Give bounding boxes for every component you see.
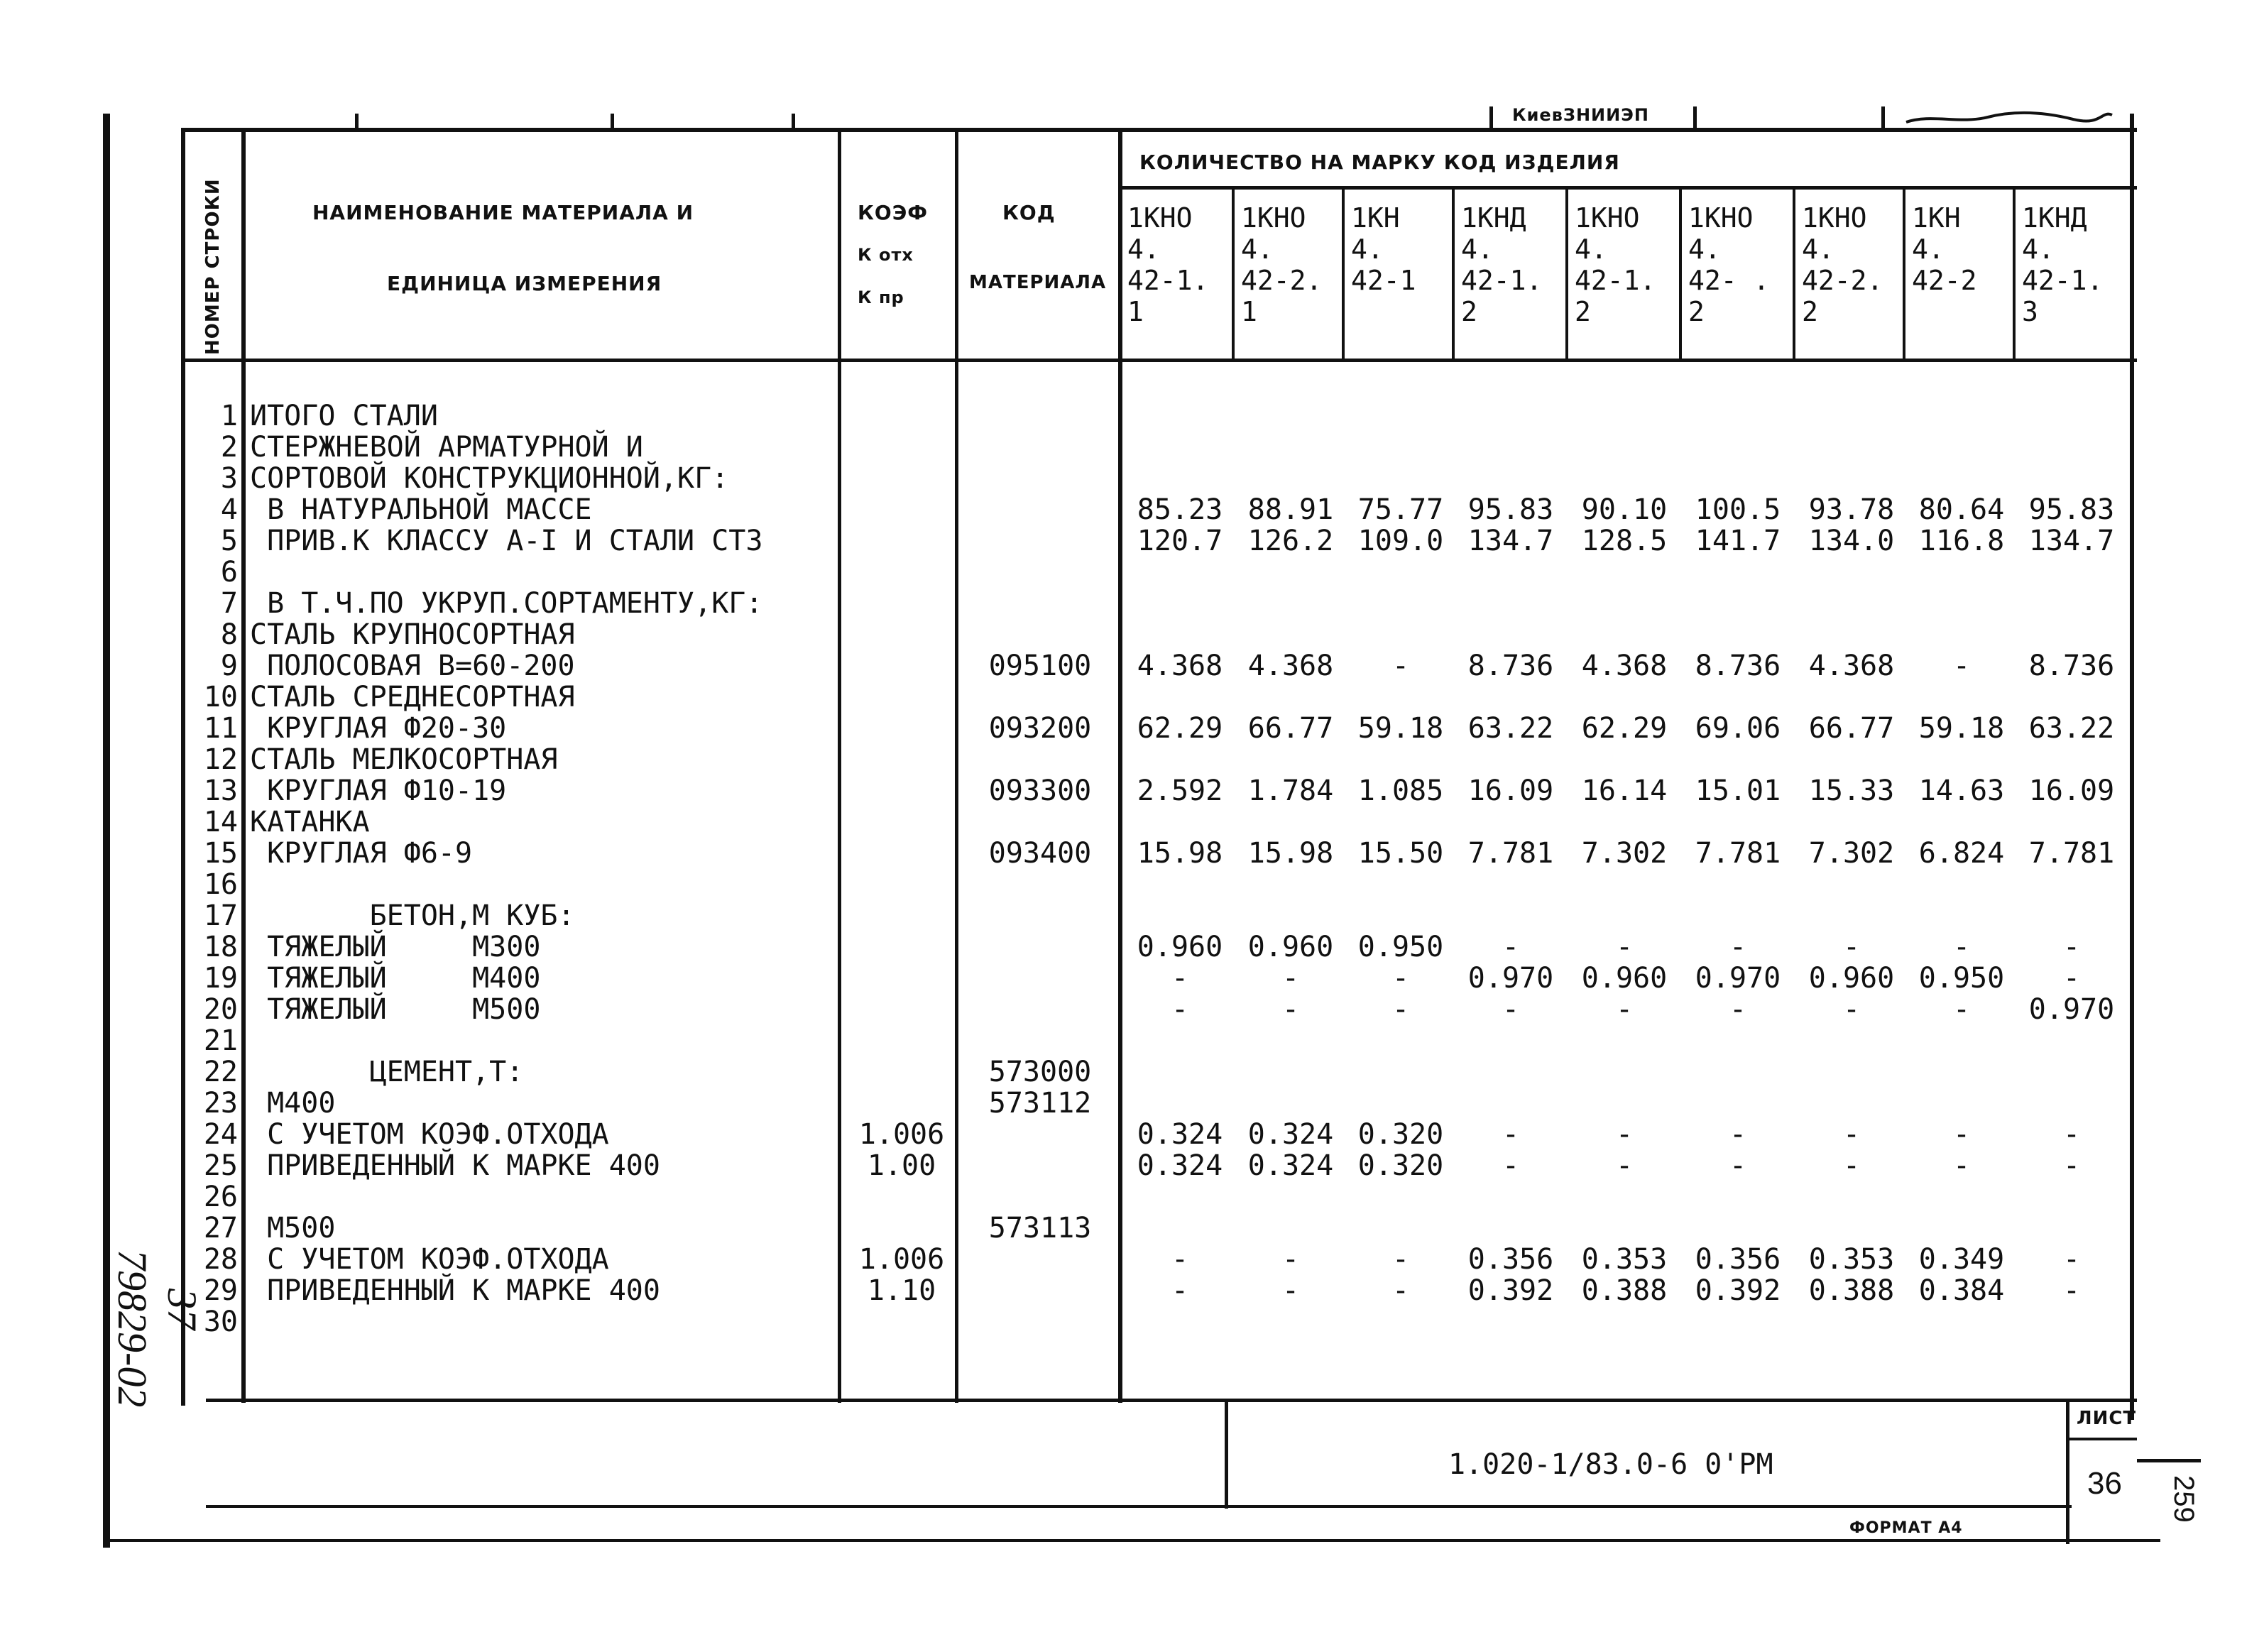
row-number: 13 [203, 775, 238, 807]
row-material-code: 095100 [988, 650, 1092, 682]
row-value-col2: 1.784 [1247, 775, 1334, 807]
product-header-6-line4: 2 [1688, 296, 1705, 327]
sheet-label: ЛИСТ [2077, 1408, 2137, 1429]
product-header-5-line1: 1КНО [1575, 202, 1640, 234]
row-value-col8: - [1952, 1118, 1971, 1151]
row-number: 20 [203, 993, 238, 1026]
row-material-code: 573000 [988, 1056, 1092, 1088]
row-number: 26 [203, 1181, 238, 1213]
row-value-col8: - [1952, 1149, 1971, 1182]
row-value-col3: 75.77 [1357, 493, 1444, 526]
row-material-code: 093200 [988, 712, 1092, 745]
row-description: ТЯЖЕЛЫЙ М300 [250, 931, 541, 963]
row-value-col8: 0.384 [1918, 1274, 2005, 1307]
row-value-col9: - [2062, 1149, 2081, 1182]
row-value-col2: - [1281, 962, 1300, 995]
row-value-col2: 0.960 [1247, 931, 1334, 963]
row-value-col9: 8.736 [2028, 650, 2115, 682]
code-header-line2: МАТЕРИАЛА [969, 272, 1107, 293]
row-value-col1: 0.324 [1137, 1118, 1223, 1151]
row-value-col5: 128.5 [1581, 525, 1668, 557]
row-value-col5: 0.353 [1581, 1243, 1668, 1276]
stamp-text: КиевЗНИИЭП [1512, 105, 1649, 125]
row-number: 23 [203, 1087, 238, 1120]
row-value-col6: 0.392 [1695, 1274, 1781, 1307]
row-number: 30 [203, 1306, 238, 1338]
product-header-4-line1: 1КНД [1461, 202, 1526, 234]
row-material-code: 093400 [988, 837, 1092, 870]
row-value-col7: - [1842, 931, 1861, 963]
row-description: КАТАНКА [250, 806, 370, 838]
product-header-8-line1: 1КН [1912, 202, 1961, 234]
row-value-col8: - [1952, 650, 1971, 682]
row-description: СТЕРЖНЕВОЙ АРМАТУРНОЙ И [250, 431, 643, 464]
row-value-col7: 7.302 [1808, 837, 1895, 870]
row-value-col1: 15.98 [1137, 837, 1223, 870]
row-number: 7 [220, 587, 238, 620]
product-header-7-line3: 42-2. [1802, 265, 1883, 296]
row-number: 15 [203, 837, 238, 870]
signature-scribble [1903, 106, 2116, 128]
row-value-col8: 80.64 [1918, 493, 2005, 526]
row-value-col1: 2.592 [1137, 775, 1223, 807]
row-number: 22 [203, 1056, 238, 1088]
row-value-col8: 116.8 [1918, 525, 2005, 557]
row-value-col6: 15.01 [1695, 775, 1781, 807]
handwritten-number: 37 [159, 1289, 205, 1330]
row-value-col3: 109.0 [1357, 525, 1444, 557]
row-description: БЕТОН,М КУБ: [250, 899, 575, 932]
row-value-col1: 0.960 [1137, 931, 1223, 963]
row-value-col1: 85.23 [1137, 493, 1223, 526]
row-value-col8: 0.349 [1918, 1243, 2005, 1276]
row-number: 11 [203, 712, 238, 745]
row-value-col5: - [1615, 931, 1634, 963]
row-value-col9: 0.970 [2028, 993, 2115, 1026]
product-header-6-line1: 1КНО [1688, 202, 1754, 234]
product-header-6-line3: 42- . [1688, 265, 1770, 296]
row-number: 19 [203, 962, 238, 995]
product-header-5-line3: 42-1. [1575, 265, 1656, 296]
koef-header-line3: К пр [858, 288, 904, 307]
material-header-line2: ЕДИНИЦА ИЗМЕРЕНИЯ [387, 272, 662, 295]
product-header-5-line2: 4. [1575, 234, 1607, 265]
row-value-col1: - [1171, 993, 1189, 1026]
row-value-col8: 14.63 [1918, 775, 2005, 807]
row-value-col6: 8.736 [1695, 650, 1781, 682]
row-value-col7: 0.388 [1808, 1274, 1895, 1307]
product-header-8-line2: 4. [1912, 234, 1945, 265]
row-value-col6: 0.356 [1695, 1243, 1781, 1276]
material-header-line1: НАИМЕНОВАНИЕ МАТЕРИАЛА И [312, 201, 694, 224]
row-value-col2: 88.91 [1247, 493, 1334, 526]
row-description: М400 [250, 1087, 336, 1120]
row-description: М500 [250, 1212, 336, 1245]
product-header-3-line3: 42-1 [1351, 265, 1416, 296]
row-value-col3: - [1391, 993, 1410, 1026]
top-stamp [1484, 106, 2123, 128]
row-number: 8 [220, 618, 238, 651]
row-value-col4: 0.356 [1467, 1243, 1554, 1276]
row-value-col4: - [1502, 931, 1520, 963]
product-header-2-line3: 42-2. [1241, 265, 1323, 296]
row-number: 28 [203, 1243, 238, 1276]
row-value-col7: 134.0 [1808, 525, 1895, 557]
row-value-col7: - [1842, 1149, 1861, 1182]
row-koef: 1.00 [867, 1149, 936, 1182]
product-header-8-line3: 42-2 [1912, 265, 1977, 296]
row-material-code: 573113 [988, 1212, 1092, 1245]
row-value-col5: - [1615, 993, 1634, 1026]
row-value-col7: - [1842, 993, 1861, 1026]
row-value-col5: 16.14 [1581, 775, 1668, 807]
row-koef: 1.10 [867, 1274, 936, 1307]
row-value-col6: 69.06 [1695, 712, 1781, 745]
row-value-col2: - [1281, 1243, 1300, 1276]
row-description: В НАТУРАЛЬНОЙ МАССЕ [250, 493, 592, 526]
product-header-9-line3: 42-1. [2022, 265, 2104, 296]
row-value-col4: 16.09 [1467, 775, 1554, 807]
row-value-col8: - [1952, 993, 1971, 1026]
row-value-col7: - [1842, 1118, 1861, 1151]
row-description: СТАЛЬ КРУПНОСОРТНАЯ [250, 618, 575, 651]
row-value-col1: 4.368 [1137, 650, 1223, 682]
product-header-1-line1: 1КНО [1127, 202, 1193, 234]
product-header-7-line2: 4. [1802, 234, 1834, 265]
row-description: ПРИВ.К КЛАССУ А-I И СТАЛИ СТ3 [250, 525, 763, 557]
row-number: 14 [203, 806, 238, 838]
row-number: 12 [203, 743, 238, 776]
row-value-col6: 141.7 [1695, 525, 1781, 557]
row-value-col3: 59.18 [1357, 712, 1444, 745]
product-header-6-line2: 4. [1688, 234, 1721, 265]
row-value-col5: 4.368 [1581, 650, 1668, 682]
row-value-col4: 63.22 [1467, 712, 1554, 745]
row-description: СТАЛЬ МЕЛКОСОРТНАЯ [250, 743, 558, 776]
row-koef: 1.006 [858, 1118, 945, 1151]
row-value-col3: 15.50 [1357, 837, 1444, 870]
row-number: 2 [220, 431, 238, 464]
row-value-col2: 0.324 [1247, 1149, 1334, 1182]
product-header-4-line3: 42-1. [1461, 265, 1543, 296]
row-value-col2: 126.2 [1247, 525, 1334, 557]
row-value-col6: 0.970 [1695, 962, 1781, 995]
row-value-col2: - [1281, 993, 1300, 1026]
document-code: 1.020-1/83.0-6 0'РМ [1448, 1448, 1773, 1481]
product-header-2-line1: 1КНО [1241, 202, 1306, 234]
row-value-col1: - [1171, 1243, 1189, 1276]
product-header-1-line4: 1 [1127, 296, 1144, 327]
row-description: ПРИВЕДЕННЫЙ К МАРКЕ 400 [250, 1274, 660, 1307]
row-value-col6: 100.5 [1695, 493, 1781, 526]
row-number: 16 [203, 868, 238, 901]
row-description: СОРТОВОЙ КОНСТРУКЦИОННОЙ,КГ: [250, 462, 729, 495]
row-value-col1: 120.7 [1137, 525, 1223, 557]
row-value-col6: 7.781 [1695, 837, 1781, 870]
row-number: 1 [220, 400, 238, 432]
row-value-col4: 0.392 [1467, 1274, 1554, 1307]
product-header-7-line4: 2 [1802, 296, 1818, 327]
page-number: 259 [2168, 1475, 2199, 1523]
row-value-col5: - [1615, 1149, 1634, 1182]
row-value-col1: 62.29 [1137, 712, 1223, 745]
row-value-col4: 0.970 [1467, 962, 1554, 995]
row-description: ПОЛОСОВАЯ В=60-200 [250, 650, 575, 682]
product-header-9-line2: 4. [2022, 234, 2055, 265]
row-value-col3: - [1391, 1243, 1410, 1276]
product-header-4-line2: 4. [1461, 234, 1494, 265]
row-description: В Т.Ч.ПО УКРУП.СОРТАМЕНТУ,КГ: [250, 587, 763, 620]
row-value-col6: - [1729, 1118, 1747, 1151]
row-material-code: 093300 [988, 775, 1092, 807]
sheet-number: 36 [2087, 1466, 2122, 1501]
row-value-col1: 0.324 [1137, 1149, 1223, 1182]
row-number: 18 [203, 931, 238, 963]
row-value-col3: 0.320 [1357, 1118, 1444, 1151]
row-description: ТЯЖЕЛЫЙ М400 [250, 962, 541, 995]
row-number: 4 [220, 493, 238, 526]
row-value-col8: 6.824 [1918, 837, 2005, 870]
row-number: 25 [203, 1149, 238, 1182]
row-description: КРУГЛАЯ Ф10-19 [250, 775, 507, 807]
row-value-col1: - [1171, 962, 1189, 995]
row-number: 24 [203, 1118, 238, 1151]
row-value-col7: 15.33 [1808, 775, 1895, 807]
row-value-col7: 4.368 [1808, 650, 1895, 682]
row-value-col2: - [1281, 1274, 1300, 1307]
product-header-7-line1: 1КНО [1802, 202, 1867, 234]
row-value-col3: 1.085 [1357, 775, 1444, 807]
row-description: ПРИВЕДЕННЫЙ К МАРКЕ 400 [250, 1149, 660, 1182]
row-value-col8: - [1952, 931, 1971, 963]
row-value-col7: 93.78 [1808, 493, 1895, 526]
row-value-col3: - [1391, 650, 1410, 682]
row-value-col8: 59.18 [1918, 712, 2005, 745]
inventory-number: 79829-02 [109, 1249, 155, 1408]
product-header-2-line4: 1 [1241, 296, 1257, 327]
row-koef: 1.006 [858, 1243, 945, 1276]
row-value-col3: 0.950 [1357, 931, 1444, 963]
row-value-col9: 7.781 [2028, 837, 2115, 870]
row-description: КРУГЛАЯ Ф20-30 [250, 712, 507, 745]
row-value-col9: - [2062, 1243, 2081, 1276]
row-number-header: НОМЕР СТРОКИ [202, 178, 224, 355]
row-value-col5: 7.302 [1581, 837, 1668, 870]
row-value-col2: 4.368 [1247, 650, 1334, 682]
product-header-9-line1: 1КНД [2022, 202, 2087, 234]
row-value-col9: - [2062, 962, 2081, 995]
row-value-col9: 134.7 [2028, 525, 2115, 557]
row-number: 27 [203, 1212, 238, 1245]
row-value-col4: 7.781 [1467, 837, 1554, 870]
row-value-col5: 0.388 [1581, 1274, 1668, 1307]
row-value-col6: - [1729, 993, 1747, 1026]
row-value-col9: - [2062, 1118, 2081, 1151]
row-value-col8: 0.950 [1918, 962, 2005, 995]
row-value-col5: 62.29 [1581, 712, 1668, 745]
row-value-col3: 0.320 [1357, 1149, 1444, 1182]
row-description: ИТОГО СТАЛИ [250, 400, 438, 432]
row-value-col7: 0.353 [1808, 1243, 1895, 1276]
row-number: 3 [220, 462, 238, 495]
row-value-col6: - [1729, 1149, 1747, 1182]
product-header-3-line1: 1КН [1351, 202, 1400, 234]
row-value-col5: 0.960 [1581, 962, 1668, 995]
row-value-col5: 90.10 [1581, 493, 1668, 526]
row-value-col4: 8.736 [1467, 650, 1554, 682]
row-value-col7: 0.960 [1808, 962, 1895, 995]
row-value-col9: 63.22 [2028, 712, 2115, 745]
row-description: С УЧЕТОМ КОЭФ.ОТХОДА [250, 1118, 609, 1151]
row-number: 17 [203, 899, 238, 932]
koef-header-line1: КОЭФ [858, 201, 929, 224]
product-header-2-line2: 4. [1241, 234, 1274, 265]
row-value-col2: 15.98 [1247, 837, 1334, 870]
row-description: ТЯЖЕЛЫЙ М500 [250, 993, 541, 1026]
product-header-3-line2: 4. [1351, 234, 1384, 265]
row-value-col2: 66.77 [1247, 712, 1334, 745]
row-description: С УЧЕТОМ КОЭФ.ОТХОДА [250, 1243, 609, 1276]
row-value-col4: - [1502, 1118, 1520, 1151]
row-value-col1: - [1171, 1274, 1189, 1307]
row-description: ЦЕМЕНТ,Т: [250, 1056, 524, 1088]
code-header-line1: КОД [1002, 201, 1056, 224]
row-value-col6: - [1729, 931, 1747, 963]
row-description: СТАЛЬ СРЕДНЕСОРТНАЯ [250, 681, 575, 713]
row-value-col7: 66.77 [1808, 712, 1895, 745]
row-value-col4: - [1502, 993, 1520, 1026]
row-value-col9: 95.83 [2028, 493, 2115, 526]
row-value-col4: 134.7 [1467, 525, 1554, 557]
format-label: ФОРМАТ А4 [1849, 1519, 1963, 1537]
row-description: КРУГЛАЯ Ф6-9 [250, 837, 473, 870]
row-number: 5 [220, 525, 238, 557]
row-value-col3: - [1391, 1274, 1410, 1307]
product-header-1-line3: 42-1. [1127, 265, 1209, 296]
row-value-col9: 16.09 [2028, 775, 2115, 807]
row-material-code: 573112 [988, 1087, 1092, 1120]
row-number: 6 [220, 556, 238, 589]
product-header-4-line4: 2 [1461, 296, 1477, 327]
row-number: 9 [220, 650, 238, 682]
row-number: 21 [203, 1024, 238, 1057]
row-number: 10 [203, 681, 238, 713]
row-value-col9: - [2062, 1274, 2081, 1307]
row-number: 29 [203, 1274, 238, 1307]
row-value-col2: 0.324 [1247, 1118, 1334, 1151]
quantity-header: КОЛИЧЕСТВО НА МАРКУ КОД ИЗДЕЛИЯ [1139, 151, 1620, 174]
row-value-col5: - [1615, 1118, 1634, 1151]
row-value-col9: - [2062, 931, 2081, 963]
product-header-5-line4: 2 [1575, 296, 1591, 327]
row-value-col3: - [1391, 962, 1410, 995]
product-header-9-line4: 3 [2022, 296, 2038, 327]
row-value-col4: 95.83 [1467, 493, 1554, 526]
koef-header-line2: К отх [858, 245, 914, 265]
row-value-col4: - [1502, 1149, 1520, 1182]
product-header-1-line2: 4. [1127, 234, 1160, 265]
